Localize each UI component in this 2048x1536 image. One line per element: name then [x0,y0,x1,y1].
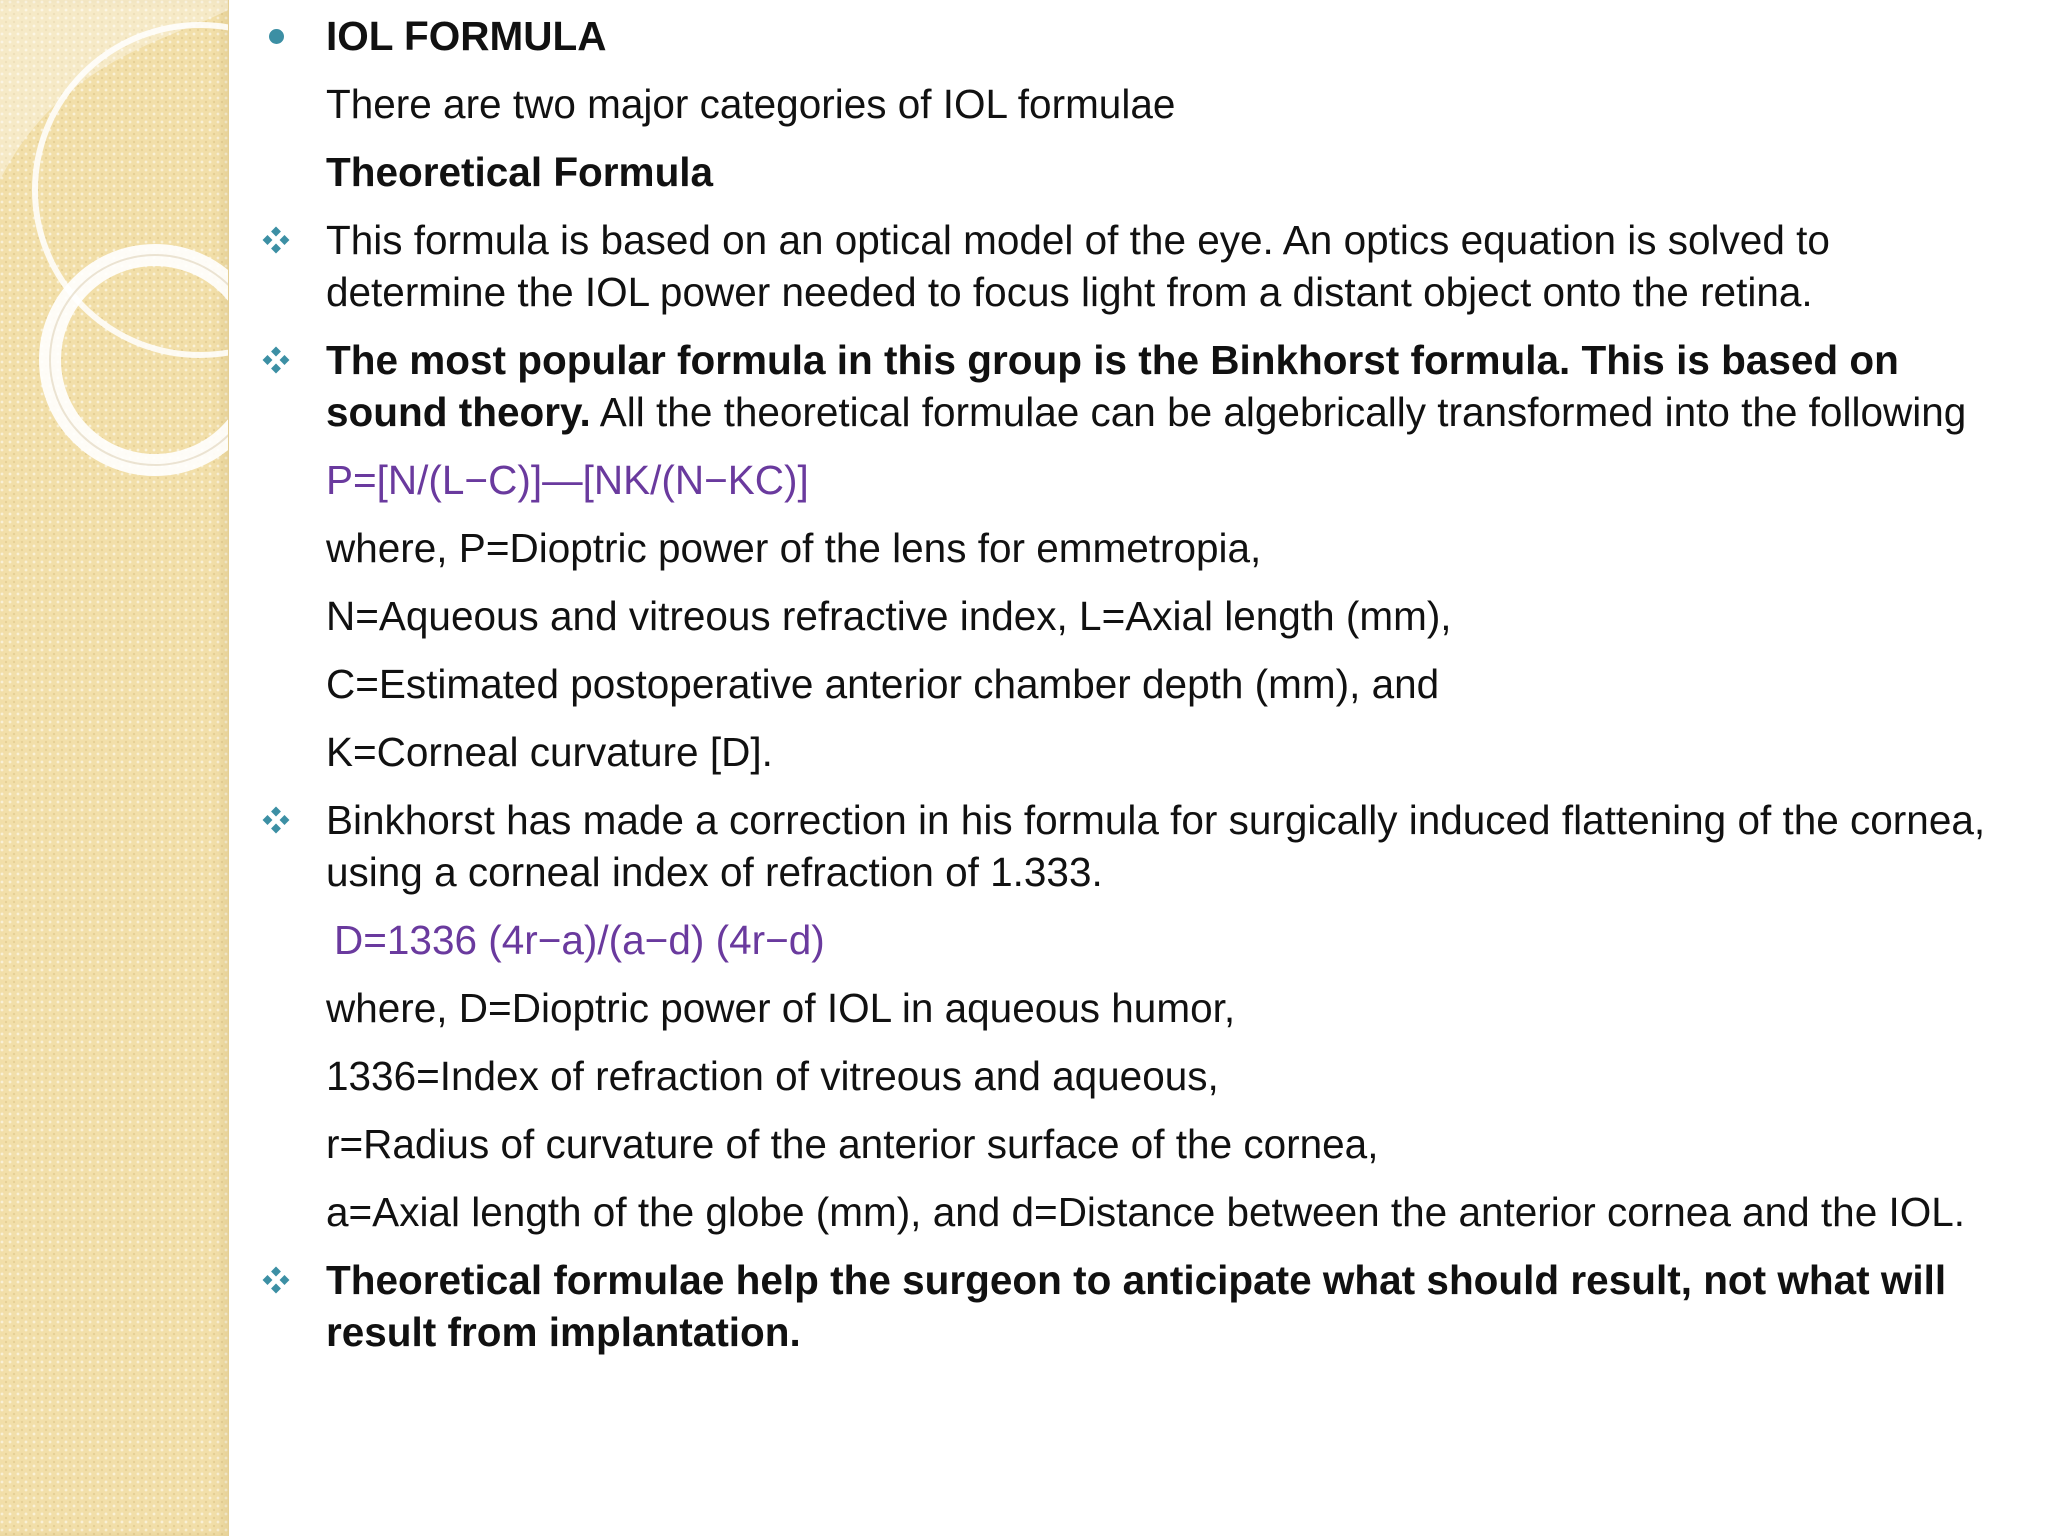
bullet-item-2 [256,334,2016,438]
bullet-item-3 [256,794,2016,898]
formula-2-row [256,914,2016,966]
formula-2: D=1336 (4r−a)/(a−d) (4r−d) [334,917,825,963]
where-1-row [256,522,2016,574]
def-r-text: r=Radius of curvature of the anterior surface of the cornea, [326,1121,1379,1167]
where-2-text: where, D=Dioptric power of IOL in aqueous humor, [326,985,1236,1031]
where-2-row [256,982,2016,1034]
def-1336-text: 1336=Index of refraction of vitreous and aqueous, [326,1053,1219,1099]
def-a-d-text: a=Axial length of the globe (mm), and d=Distance between the anterior cornea and the IOL. [326,1189,1966,1235]
decorative-side-band [0,0,229,1536]
def-1336-row [256,1050,2016,1102]
def-a-d-row [256,1186,2016,1238]
formula-1: P=[N/(L−C)]—[NK/(N−KC)] [326,457,809,503]
def-r-row [256,1118,2016,1170]
bullet-item-1 [256,214,2016,318]
bullet-text-4: Theoretical formulae help the surgeon to anticipate what should result, not what will result from implantation. [326,1257,1947,1355]
four-diamond-bullet-icon [256,794,296,846]
def-c-text: C=Estimated postoperative anterior chamber depth (mm), and [326,661,1440,707]
intro-text: There are two major categories of IOL formulae [326,81,1176,127]
def-n-l-text: N=Aqueous and vitreous refractive index, L=Axial length (mm), [326,593,1452,639]
decorative-rings-icon [0,0,228,520]
intro-row [256,78,2016,130]
bullet-item-4 [256,1254,2016,1358]
four-diamond-bullet-icon [256,214,296,266]
slide-heading: IOL FORMULA [326,13,607,59]
slide-content [256,10,2016,1374]
dot-bullet-icon [256,10,296,62]
formula-1-row [256,454,2016,506]
subheading: Theoretical Formula [326,149,714,195]
where-1-text: where, P=Dioptric power of the lens for emmetropia, [326,525,1262,571]
bullet-text-3: Binkhorst has made a correction in his formula for surgically induced flattening of the cornea, using a corneal index of refraction of 1.333. [326,797,1986,895]
subheading-row [256,146,2016,198]
def-k-row [256,726,2016,778]
bullet-text-2-bold: The most popular formula in this group is the Binkhorst formula. This is based on sound theory. [326,337,1899,435]
bullet-text-1: This formula is based on an optical model of the eye. An optics equation is solved to determine the IOL power needed to focus light from a distant object onto the retina. [326,217,1830,315]
four-diamond-bullet-icon [256,334,296,386]
def-c-row [256,658,2016,710]
def-k-text: K=Corneal curvature [D]. [326,729,773,775]
bullet-text-2-rest: All the theoretical formulae can be algebrically transformed into the following [590,389,1967,435]
heading-row [256,10,2016,62]
four-diamond-bullet-icon [256,1254,296,1306]
def-n-l-row [256,590,2016,642]
